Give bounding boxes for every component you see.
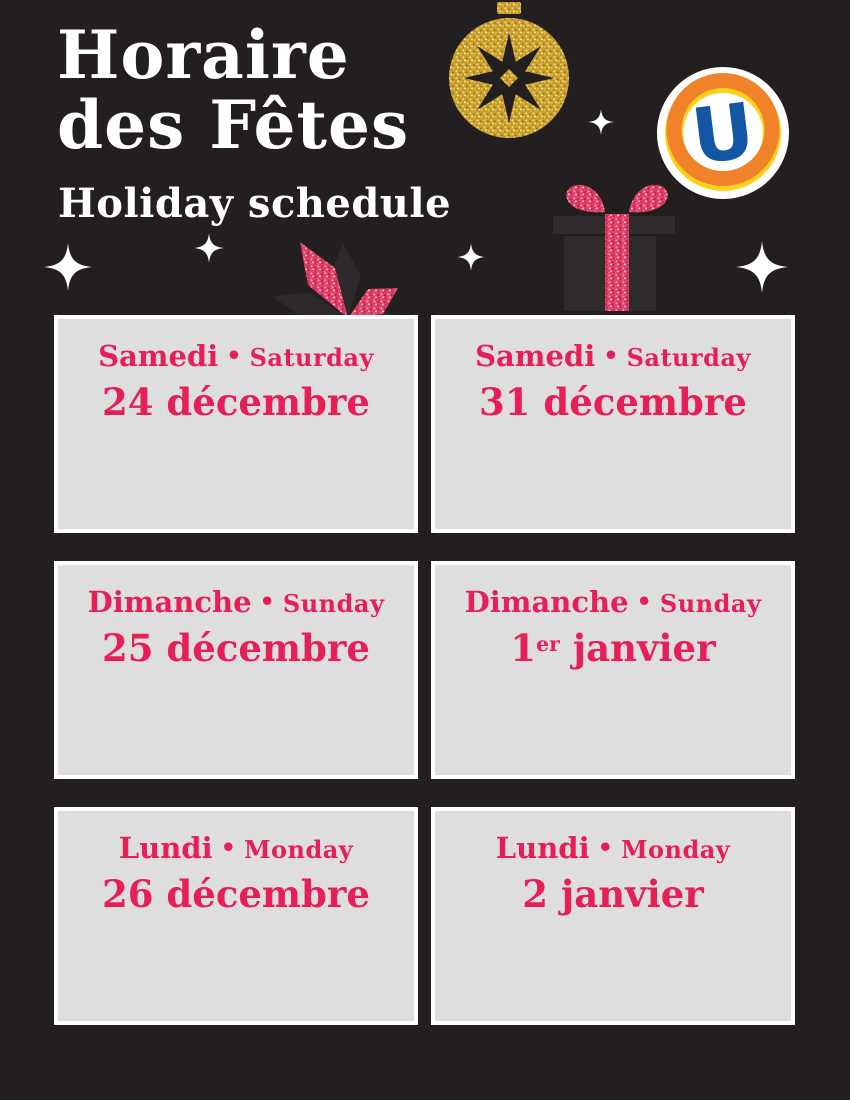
bullet-separator: • <box>259 587 275 616</box>
date-text: 25 décembre <box>102 626 370 670</box>
page-title-line1: Horaire <box>57 16 350 94</box>
schedule-card <box>54 561 418 779</box>
bullet-separator: • <box>603 341 619 370</box>
day-line <box>435 585 791 624</box>
page-title <box>57 16 410 164</box>
date-text: 1 <box>510 626 537 670</box>
gift-box-icon <box>545 176 681 312</box>
day-french: Dimanche <box>464 585 629 619</box>
date-text: 26 décembre <box>102 872 370 916</box>
schedule-card <box>431 561 795 779</box>
date-line <box>435 627 791 675</box>
gold-glitter-bauble-icon <box>441 0 577 140</box>
sparkle-icon <box>588 109 614 135</box>
day-english: Sunday <box>659 589 762 618</box>
day-french: Dimanche <box>87 585 252 619</box>
date-ordinal: er <box>536 632 560 657</box>
date-text: 24 décembre <box>102 380 370 424</box>
schedule-card <box>431 807 795 1025</box>
u-logo-letter: U <box>687 85 760 182</box>
sparkle-icon <box>44 243 92 291</box>
day-line <box>58 831 414 870</box>
day-line <box>58 339 414 378</box>
poinsettia-leaves-icon <box>268 230 408 315</box>
day-line <box>58 585 414 624</box>
bullet-separator: • <box>597 833 613 862</box>
date-line <box>58 381 414 429</box>
day-english: Saturday <box>249 343 374 372</box>
bullet-separator: • <box>226 341 242 370</box>
date-line <box>58 627 414 675</box>
day-english: Monday <box>243 835 354 864</box>
date-line <box>435 873 791 921</box>
day-line <box>435 831 791 870</box>
date-text-rest: janvier <box>559 626 716 670</box>
day-english: Saturday <box>626 343 751 372</box>
date-text: 2 janvier <box>522 872 704 916</box>
day-french: Lundi <box>118 831 213 865</box>
sparkle-icon <box>736 241 788 293</box>
day-french: Samedi <box>475 339 596 373</box>
day-line <box>435 339 791 378</box>
schedule-card <box>54 315 418 533</box>
date-line <box>58 873 414 921</box>
bullet-separator: • <box>636 587 652 616</box>
sparkle-icon <box>194 233 224 263</box>
page-subtitle: Holiday schedule <box>58 180 452 227</box>
date-line <box>435 381 791 429</box>
page-title-line2: des Fêtes <box>57 86 410 164</box>
date-text: 31 décembre <box>479 380 747 424</box>
day-french: Lundi <box>495 831 590 865</box>
schedule-card <box>431 315 795 533</box>
day-english: Sunday <box>282 589 385 618</box>
day-french: Samedi <box>98 339 219 373</box>
sparkle-icon <box>457 243 485 271</box>
schedule-card <box>54 807 418 1025</box>
schedule-grid <box>54 315 795 1025</box>
bullet-separator: • <box>220 833 236 862</box>
day-english: Monday <box>620 835 731 864</box>
